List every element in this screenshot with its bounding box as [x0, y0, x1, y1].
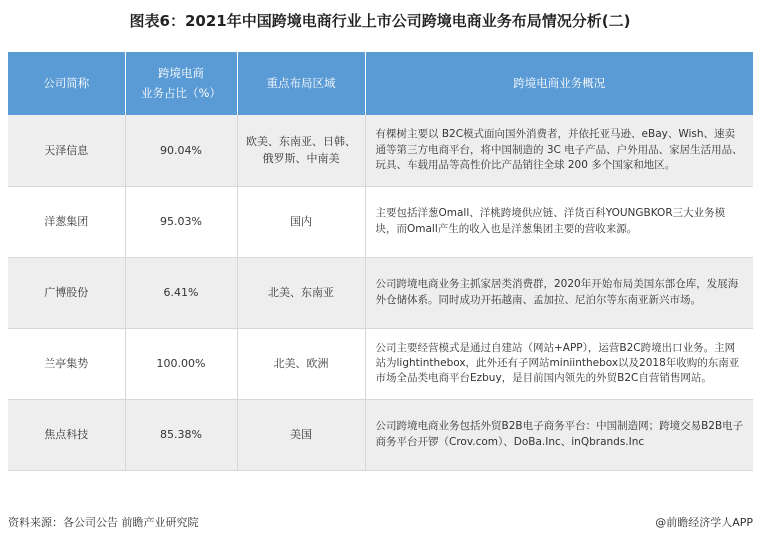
- header-region: 重点布局区域: [237, 52, 365, 115]
- table-row: [8, 328, 753, 399]
- cell-company: 洋葱集团: [8, 186, 125, 257]
- cell-region: 北美、东南亚: [237, 257, 365, 328]
- cell-share: 100.00%: [125, 328, 237, 399]
- cell-company: 广博股份: [8, 257, 125, 328]
- cell-region-line2: 俄罗斯、中南美: [262, 152, 340, 166]
- cell-region: 北美、欧洲: [237, 328, 365, 399]
- cell-share: 95.03%: [125, 186, 237, 257]
- cell-company: 兰亭集势: [8, 328, 125, 399]
- cell-overview: 有棵树主要以 B2C模式面向国外消费者，并依托亚马逊、eBay、Wish、速卖通等第三方电商平台，将中国制造的 3C 电子产品、户外用品、家居生活用品、玩具、车载用品等高性价比产品销往全球 200 多个国家和地区。: [365, 115, 753, 186]
- cell-company: 天泽信息: [8, 115, 125, 186]
- header-share-line2: 业务占比（%）: [141, 85, 221, 100]
- layout-table: [8, 52, 753, 471]
- cell-overview: 公司主要经营模式是通过自建站（网站+APP），运营B2C跨境出口业务。主网站为lightinthebox，此外还有子网站miniinthebox以及2018年收购的东南亚市场全品类电商平台Ezbuy，是目前国内领先的外贸B2C自营销售网站。: [365, 328, 753, 399]
- cell-share: 6.41%: [125, 257, 237, 328]
- cell-share: 85.38%: [125, 399, 237, 470]
- source-note: 资料来源：各公司公告 前瞻产业研究院: [8, 516, 199, 529]
- header-share-line1: 跨境电商: [158, 65, 204, 80]
- header-overview: 跨境电商业务概况: [365, 52, 753, 115]
- cell-share: 90.04%: [125, 115, 237, 186]
- cell-region: 国内: [237, 186, 365, 257]
- cell-company: 焦点科技: [8, 399, 125, 470]
- table-row: [8, 115, 753, 186]
- table-row: [8, 257, 753, 328]
- cell-overview: 公司跨境电商业务主抓家居类消费群，2020年开始布局美国东部仓库，发展海外仓储体系。同时成功开拓越南、孟加拉、尼泊尔等东南亚新兴市场。: [365, 257, 753, 328]
- cell-overview: 主要包括洋葱Omall、洋桃跨境供应链、洋货百科YOUNGBKOR三大业务模块，而Omall产生的收入也是洋葱集团主要的营收来源。: [365, 186, 753, 257]
- page-title: 图表6：2021年中国跨境电商行业上市公司跨境电商业务布局情况分析(二): [129, 12, 631, 30]
- header-share: [125, 52, 237, 115]
- cell-region-line1: 欧美、东南亚、日韩、: [246, 135, 356, 149]
- cell-region: 美国: [237, 399, 365, 470]
- table-header-row: [8, 52, 753, 115]
- table-row: [8, 186, 753, 257]
- header-company: 公司简称: [8, 52, 125, 115]
- brand-credit: @前瞻经济学人APP: [655, 516, 753, 529]
- cell-region: [237, 115, 365, 186]
- cell-overview: 公司跨境电商业务包括外贸B2B电子商务平台：中国制造网；跨境交易B2B电子商务平台开锣（Crov.com）、DoBa.Inc、inQbrands.Inc: [365, 399, 753, 470]
- table-row: [8, 399, 753, 470]
